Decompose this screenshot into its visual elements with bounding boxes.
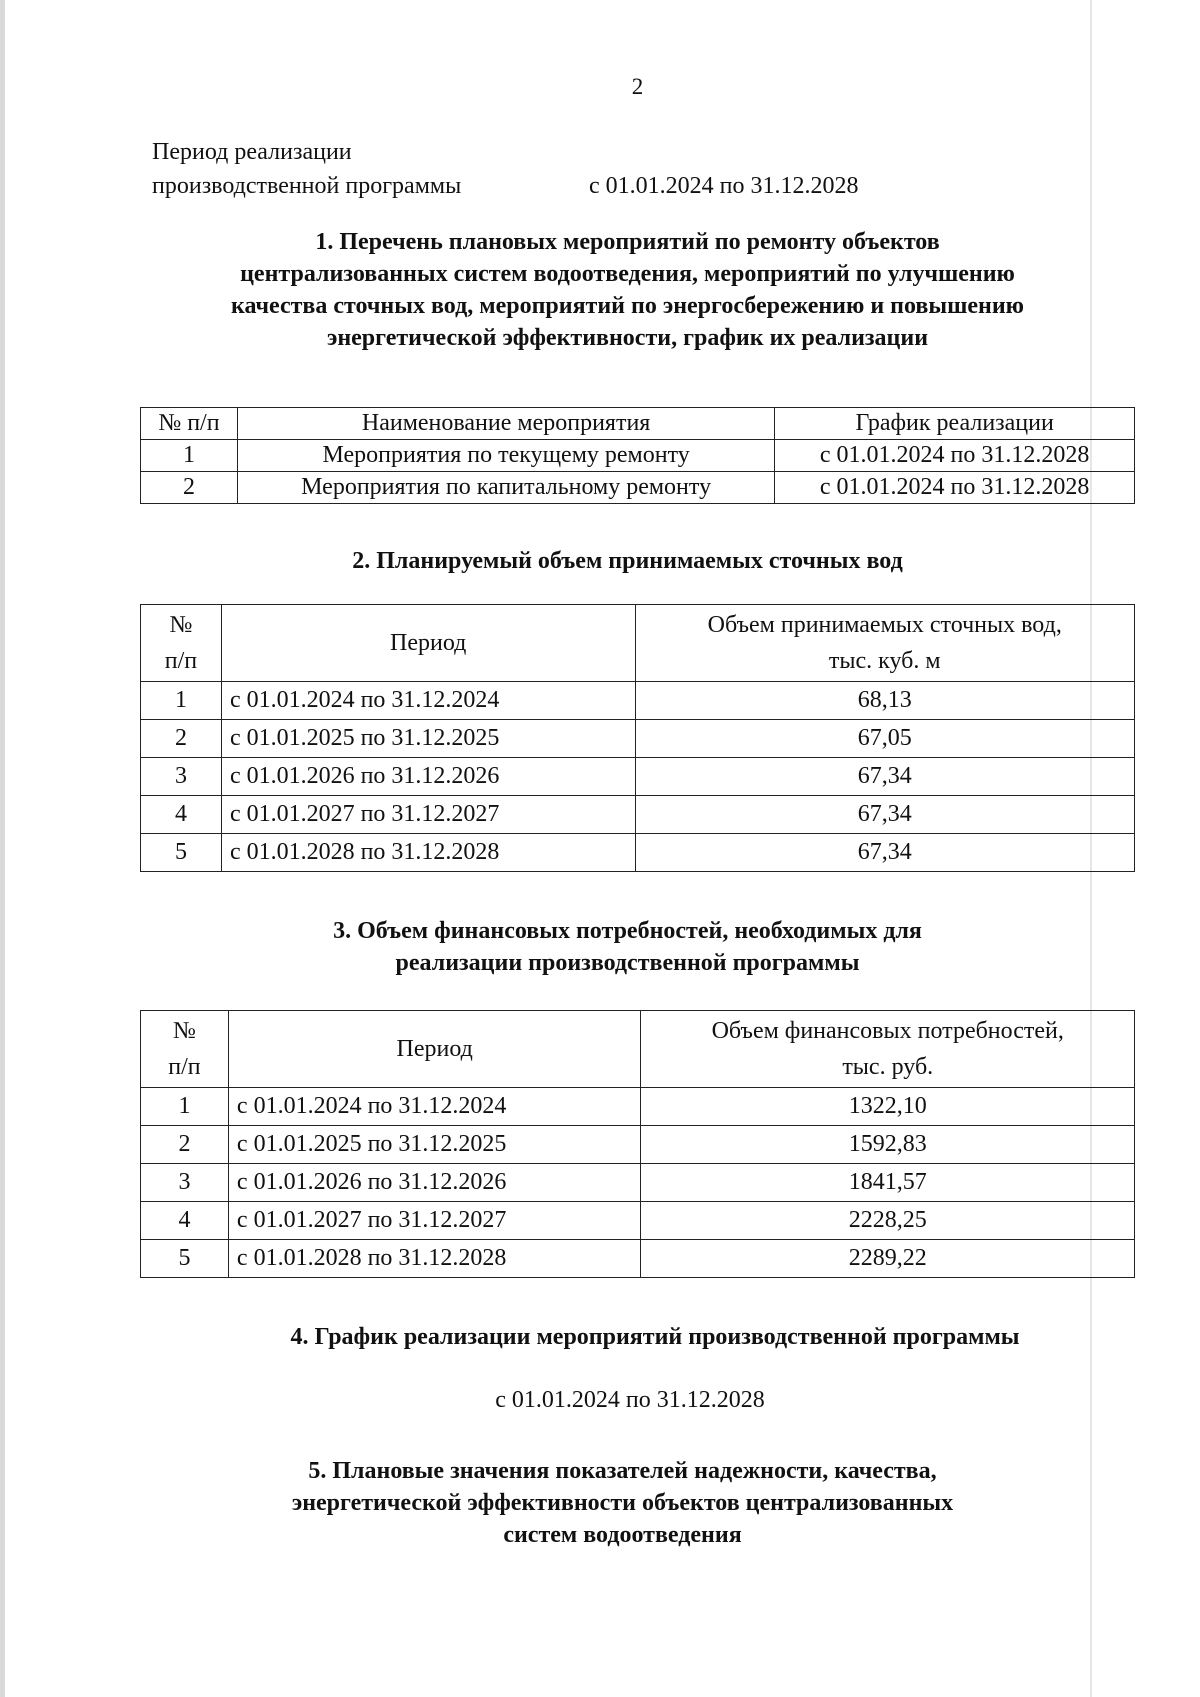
table-row bbox=[141, 472, 1135, 504]
row-period: с 01.01.2027 по 31.12.2027 bbox=[228, 1202, 641, 1240]
column-header-number: № п/п bbox=[141, 605, 222, 682]
row-period: с 01.01.2028 по 31.12.2028 bbox=[228, 1240, 641, 1278]
row-period: с 01.01.2025 по 31.12.2025 bbox=[221, 720, 635, 758]
row-number: 1 bbox=[141, 682, 222, 720]
row-period: с 01.01.2028 по 31.12.2028 bbox=[221, 834, 635, 872]
wastewater-volume-table bbox=[140, 604, 1135, 872]
table-row bbox=[141, 1088, 1135, 1126]
table-row bbox=[141, 440, 1135, 472]
table-row bbox=[141, 1126, 1135, 1164]
measure-name: Мероприятия по капитальному ремонту bbox=[237, 472, 774, 504]
column-header-period: Период bbox=[221, 605, 635, 682]
row-number: 3 bbox=[141, 1164, 229, 1202]
row-number: 5 bbox=[141, 834, 222, 872]
page-number: 2 bbox=[631, 74, 644, 99]
table-row bbox=[141, 796, 1135, 834]
row-amount: 1322,10 bbox=[641, 1088, 1135, 1126]
row-period: с 01.01.2026 по 31.12.2026 bbox=[228, 1164, 641, 1202]
table-row bbox=[141, 682, 1135, 720]
row-number: 1 bbox=[141, 1088, 229, 1126]
section2-title: 2. Планируемый объем принимаемых сточных вод bbox=[352, 548, 903, 574]
table-row bbox=[141, 1240, 1135, 1278]
row-volume: 67,05 bbox=[635, 720, 1135, 758]
row-period: с 01.01.2025 по 31.12.2025 bbox=[228, 1126, 641, 1164]
row-amount: 2289,22 bbox=[641, 1240, 1135, 1278]
column-header-number: № п/п bbox=[141, 1011, 229, 1088]
column-header-measure: Наименование мероприятия bbox=[237, 408, 774, 440]
row-volume: 67,34 bbox=[635, 758, 1135, 796]
table-row bbox=[141, 1202, 1135, 1240]
column-header-schedule: График реализации bbox=[775, 408, 1135, 440]
section1-title: 1. Перечень плановых мероприятий по ремонту объектов централизованных систем водоотведения, мероприятий по улучшению качества сточных вод, мероприятий по энергосбережению и повышению энергетической эффективности, график их реализации bbox=[230, 229, 1025, 351]
row-number: 4 bbox=[141, 796, 222, 834]
period-value: с 01.01.2024 по 31.12.2028 bbox=[589, 173, 859, 199]
row-period: с 01.01.2027 по 31.12.2027 bbox=[221, 796, 635, 834]
section4-title: 4. График реализации мероприятий производственной программы bbox=[290, 1324, 1020, 1350]
column-header-volume: Объем принимаемых сточных вод, тыс. куб. м bbox=[635, 605, 1135, 682]
financial-needs-table bbox=[140, 1010, 1135, 1278]
period-label-line1: Период реализации bbox=[152, 139, 352, 165]
row-amount: 1592,83 bbox=[641, 1126, 1135, 1164]
column-header-finance: Объем финансовых потребностей, тыс. руб. bbox=[641, 1011, 1135, 1088]
row-volume: 67,34 bbox=[635, 796, 1135, 834]
section4-period: с 01.01.2024 по 31.12.2028 bbox=[495, 1387, 765, 1413]
row-amount: 1841,57 bbox=[641, 1164, 1135, 1202]
scan-left-edge bbox=[0, 0, 5, 1697]
schedule: с 01.01.2024 по 31.12.2028 bbox=[775, 472, 1135, 504]
row-number: 2 bbox=[141, 720, 222, 758]
row-number: 4 bbox=[141, 1202, 229, 1240]
row-period: с 01.01.2024 по 31.12.2024 bbox=[221, 682, 635, 720]
table-row bbox=[141, 834, 1135, 872]
section5-title: 5. Плановые значения показателей надежности, качества, энергетической эффективности объектов централизованных систем водоотведения bbox=[291, 1458, 954, 1548]
repair-measures-table bbox=[140, 407, 1135, 504]
program-period bbox=[152, 135, 859, 203]
table-row bbox=[141, 1164, 1135, 1202]
measure-name: Мероприятия по текущему ремонту bbox=[237, 440, 774, 472]
row-volume: 67,34 bbox=[635, 834, 1135, 872]
row-number: 1 bbox=[141, 440, 238, 472]
column-header-period: Период bbox=[228, 1011, 641, 1088]
table-header-row bbox=[141, 408, 1135, 440]
column-header-number: № п/п bbox=[141, 408, 238, 440]
period-label-line2: производственной программы bbox=[152, 173, 462, 199]
row-period: с 01.01.2026 по 31.12.2026 bbox=[221, 758, 635, 796]
table-row bbox=[141, 758, 1135, 796]
table-header-row bbox=[141, 605, 1135, 682]
row-number: 3 bbox=[141, 758, 222, 796]
row-number: 5 bbox=[141, 1240, 229, 1278]
table-row bbox=[141, 720, 1135, 758]
row-volume: 68,13 bbox=[635, 682, 1135, 720]
table-header-row bbox=[141, 1011, 1135, 1088]
row-amount: 2228,25 bbox=[641, 1202, 1135, 1240]
row-number: 2 bbox=[141, 472, 238, 504]
section3-title: 3. Объем финансовых потребностей, необходимых для реализации производственной программы bbox=[333, 918, 922, 976]
row-number: 2 bbox=[141, 1126, 229, 1164]
row-period: с 01.01.2024 по 31.12.2024 bbox=[228, 1088, 641, 1126]
schedule: с 01.01.2024 по 31.12.2028 bbox=[775, 440, 1135, 472]
